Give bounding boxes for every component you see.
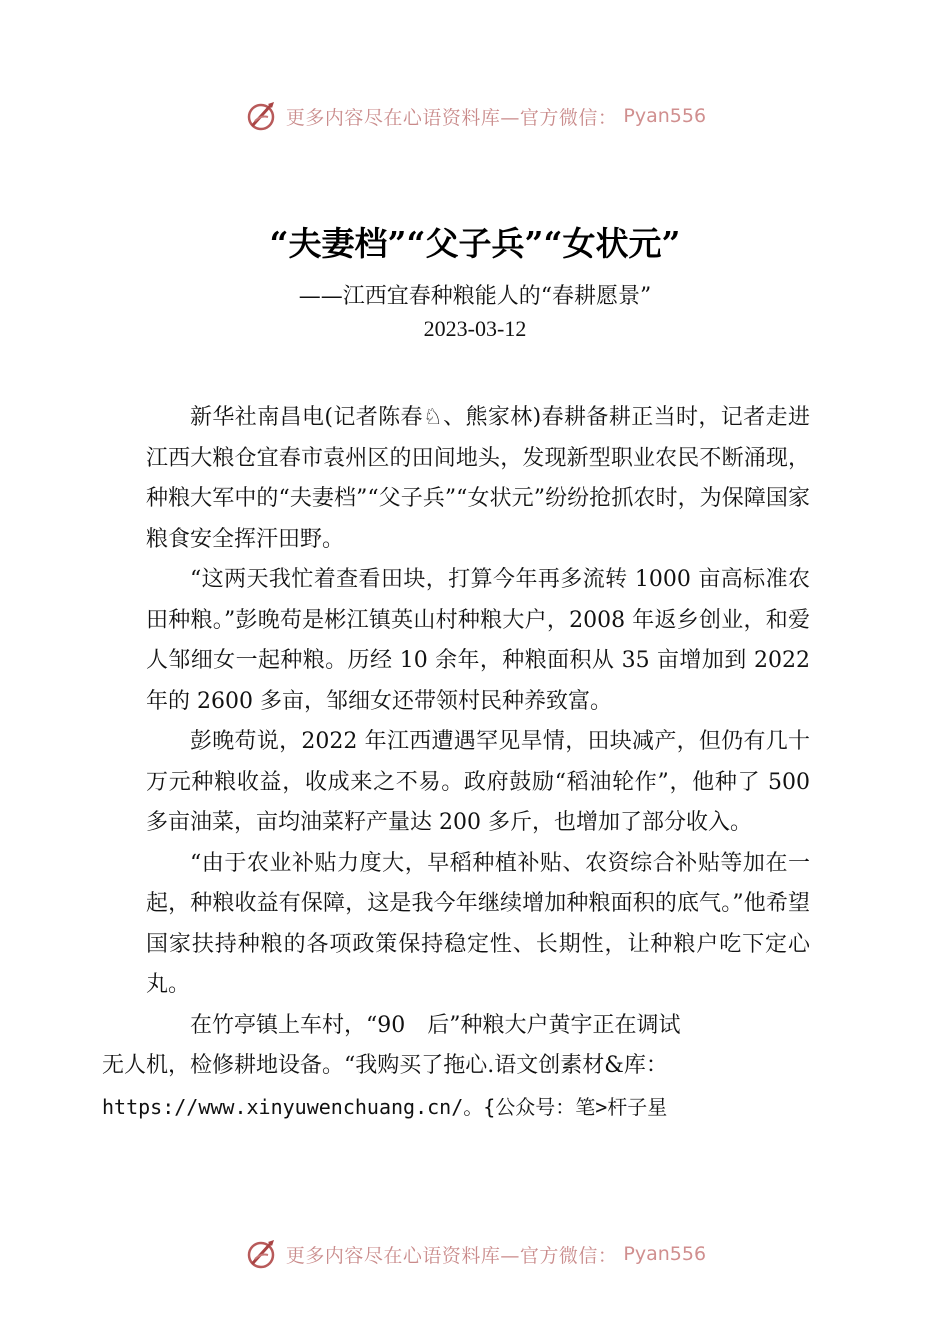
article-title: “夫妻档”“父子兵”“女状元” xyxy=(269,224,681,263)
article-body xyxy=(102,398,810,1128)
header-watermark-banner xyxy=(0,96,950,136)
pen-logo-icon xyxy=(244,1236,280,1272)
banner-text: 更多内容尽在心语资料库—官方微信： xyxy=(285,1244,618,1267)
paragraph-5-line-2: 无人机，检修耕地设备。“我购买了拖心.语文创素材&库： xyxy=(102,1053,668,1078)
pen-logo-icon xyxy=(244,98,280,134)
footer-watermark-banner xyxy=(0,1234,950,1274)
article-subtitle: ——江西宜春种粮能人的“春耕愿景” xyxy=(298,284,652,309)
paragraph-5-line-1: 在竹亭镇上车村，“90 后”种粮大户黄宇正在调试 xyxy=(190,1012,681,1038)
paragraph-5-line-3: https://www.xinyuwenchuang.cn/。{公众号：笔>杆子星 xyxy=(102,1094,668,1119)
paragraph-2: “这两天我忙着查看田块，打算今年再多流转 1000 亩高标准农田种粮。”彭晚苟是彬江镇英山村种粮大户，2008 年返乡创业，和爱人邹细女一起种粮。历经 10 余年，种粮面积从 35 亩增加到 2022 年的 2600 多亩，邹细女还带领村民种养致富。 xyxy=(146,567,810,714)
banner-wechat-id: Pyan556 xyxy=(623,1243,707,1265)
paragraph-1: 新华社南昌电(记者陈春♘、熊家林)春耕备耕正当时，记者走进江西大粮仓宜春市袁州区的田间地头，发现新型职业农民不断涌现，种粮大军中的“夫妻档”“父子兵”“女状元”纷纷抢抓农时，为保障国家粮食安全挥汗田野。 xyxy=(146,405,810,552)
paragraph-4: “由于农业补贴力度大，早稻种植补贴、农资综合补贴等加在一起，种粮收益有保障，这是我今年继续增加种粮面积的底气。”他希望国家扶持种粮的各项政策保持稳定性、长期性，让种粮户吃下定心丸。 xyxy=(146,850,810,997)
banner-wechat-id: Pyan556 xyxy=(623,105,707,127)
article-date: 2023-03-12 xyxy=(423,316,527,341)
banner-text: 更多内容尽在心语资料库—官方微信： xyxy=(285,106,618,129)
paragraph-5 xyxy=(102,1006,810,1129)
paragraph-3: 彭晚苟说，2022 年江西遭遇罕见旱情，田块减产，但仍有几十万元种粮收益，收成来之不易。政府鼓励“稻油轮作”，他种了 500 多亩油菜，亩均油菜籽产量达 200 多斤，也增加了部分收入。 xyxy=(146,729,810,835)
